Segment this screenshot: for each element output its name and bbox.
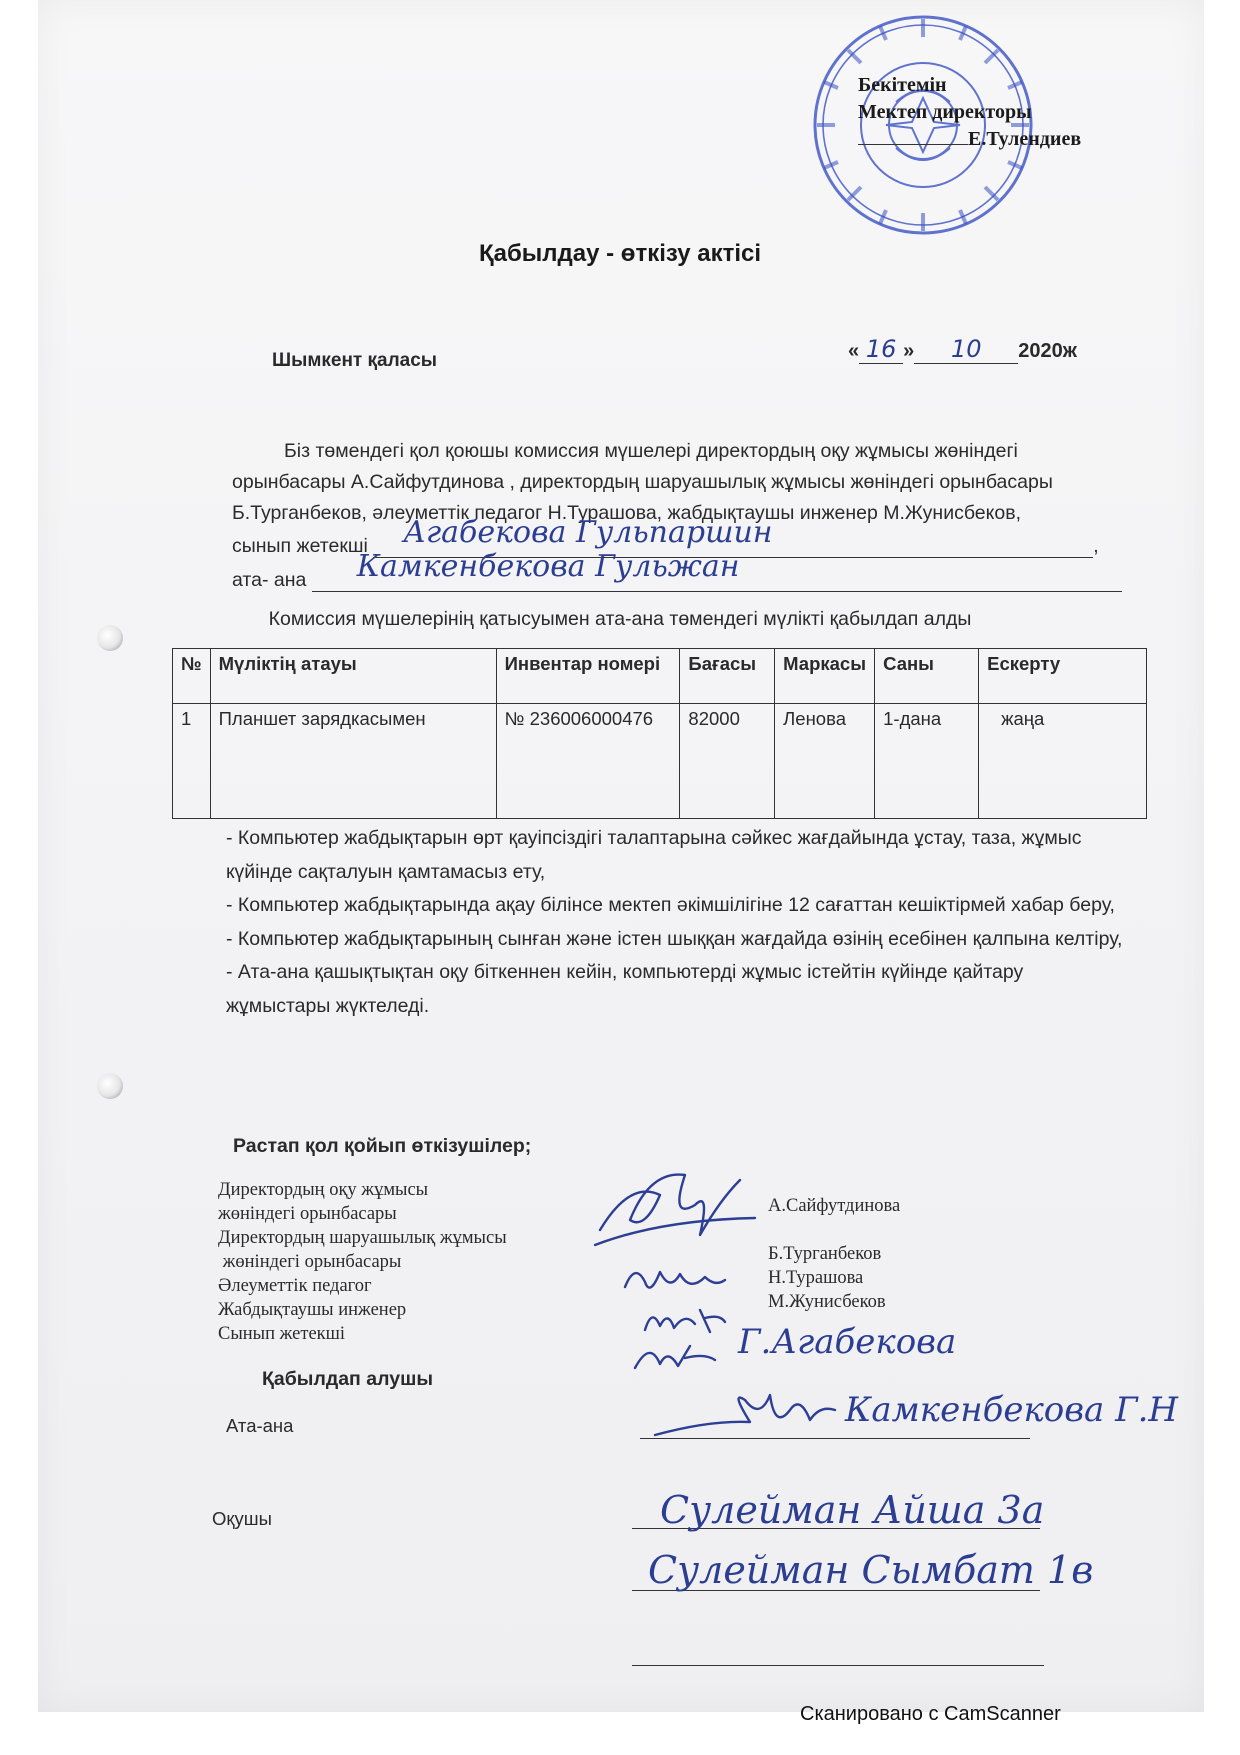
signer-name: А.Сайфутдинова <box>768 1196 901 1216</box>
obligations-list <box>226 822 1126 1023</box>
pupil-line-3 <box>632 1665 1044 1666</box>
receiver-heading: Қабылдап алушы <box>262 1368 433 1390</box>
teacher-line: сынып жетекші Агабекова Гульпаршин , <box>232 515 1099 557</box>
cell-quantity: 1-дана <box>875 704 979 819</box>
property-table <box>172 648 1147 819</box>
col-inventory: Инвентар номері <box>496 649 680 704</box>
signature-deputy-facilities <box>620 1262 730 1302</box>
date-month: 10 <box>914 335 1018 364</box>
parent-name-handwritten: Камкенбекова Гульжан <box>356 549 740 584</box>
col-brand: Маркасы <box>775 649 875 704</box>
cell-price: 82000 <box>680 704 775 819</box>
parent-label: Ата-ана <box>226 1415 294 1436</box>
table-row <box>173 704 1147 819</box>
cell-number: 1 <box>173 704 211 819</box>
signer-roles <box>218 1178 507 1346</box>
parent-line: ата- ана Камкенбекова Гульжан <box>232 567 1122 592</box>
role-line: Жабдықтаушы инженер <box>218 1300 407 1320</box>
commission-statement: Комиссия мүшелерінің қатысуымен ата-ана төмендегі мүлікті қабылдап алды <box>268 608 972 630</box>
col-name: Мүліктің атауы <box>210 649 496 704</box>
role-line: Сынып жетекші <box>218 1324 346 1344</box>
role-line: Әлеуметтік педагог <box>218 1276 372 1296</box>
document-date: « 16 » 10 2020ж <box>848 335 1077 363</box>
obligation-item: - Компьютер жабдықтарын өрт қауіпсіздігі талаптарына сәйкес жағдайында ұстау, таза, жұмыс күйінде сақталуын қамтамасыз ету, <box>226 827 1082 883</box>
date-day: 16 <box>859 335 903 364</box>
signer-name: Н.Турашова <box>768 1268 864 1288</box>
cell-name: Планшет зарядкасымен <box>210 704 496 819</box>
approval-line-1: Бекітемін <box>858 74 947 96</box>
parent-signature-scribble <box>650 1380 840 1450</box>
col-number: № <box>173 649 211 704</box>
signer-names <box>768 1194 900 1314</box>
signer-name: Б.Турганбеков <box>768 1244 882 1264</box>
obligation-item: - Ата-ана қашықтықтан оқу біткеннен кейін, компьютерді жұмыс істейтін күйінде қайтару жұмыстары жүктеледі. <box>226 961 1024 1017</box>
scanner-watermark: Сканировано с CamScanner <box>800 1703 1061 1725</box>
director-name: Е.Тулендиев <box>968 128 1082 150</box>
document-title: Қабылдау - өткізу актісі <box>478 240 762 267</box>
signature-engineer <box>630 1338 720 1374</box>
signature-social-pedagogue <box>640 1302 730 1338</box>
intro-paragraph: Біз төмендегі қол қоюшы комиссия мүшелері директордың оқу жұмысы жөніндегі орынбасары А.Сайфутдинова , директордың шаруашылық жұмысы жөніндегі орынбасары Б.Турганбеков, әлеуметтік педагог Н.Турашова, жабдықтаушы инженер М.Жунисбеков, <box>232 440 1053 524</box>
cell-note: жаңа <box>979 704 1147 819</box>
col-quantity: Саны <box>875 649 979 704</box>
teacher-name-handwritten: Агабекова Гульпаршин <box>403 515 773 550</box>
signatures-heading: Растап қол қойып өткізушілер; <box>233 1135 532 1157</box>
signer-name: М.Жунисбеков <box>768 1292 886 1312</box>
parent-signature-name: Камкенбекова Г.Н <box>845 1390 1179 1430</box>
role-line: Директордың оқу жұмысы <box>218 1180 429 1200</box>
table-header-row <box>173 649 1147 704</box>
col-note: Ескерту <box>979 649 1147 704</box>
city-label: Шымкент қаласы <box>272 350 438 371</box>
role-line: жөніндегі орынбасары <box>218 1204 397 1224</box>
signature-deputy-academic <box>590 1160 760 1270</box>
col-price: Бағасы <box>680 649 775 704</box>
teacher-signature: Г.Агабекова <box>738 1322 957 1362</box>
role-line: жөніндегі орынбасары <box>218 1252 402 1272</box>
punch-hole-bottom <box>97 1073 123 1099</box>
obligation-item: - Компьютер жабдықтарында ақау білінсе мектеп әкімшілігіне 12 сағаттан кешіктірмей хабар беру, <box>226 894 1115 916</box>
pupil-name-2: Сулейман Сымбат 1в <box>648 1548 1094 1592</box>
obligation-item: - Компьютер жабдықтарының сынған және істен шыққан жағдайда өзінің есебінен қалпына келтіру, <box>226 927 1123 950</box>
approval-block <box>858 72 1081 153</box>
role-line: Директордың шаруашылық жұмысы <box>218 1228 507 1248</box>
approval-line-2: Мектеп директоры <box>858 101 1032 123</box>
cell-brand: Ленова <box>775 704 875 819</box>
date-year: 2020ж <box>1018 340 1077 362</box>
pupil-name-1: Сулейман Айша 3а <box>660 1488 1045 1532</box>
pupil-label: Оқушы <box>212 1508 272 1529</box>
cell-inventory: № 236006000476 <box>496 704 680 819</box>
